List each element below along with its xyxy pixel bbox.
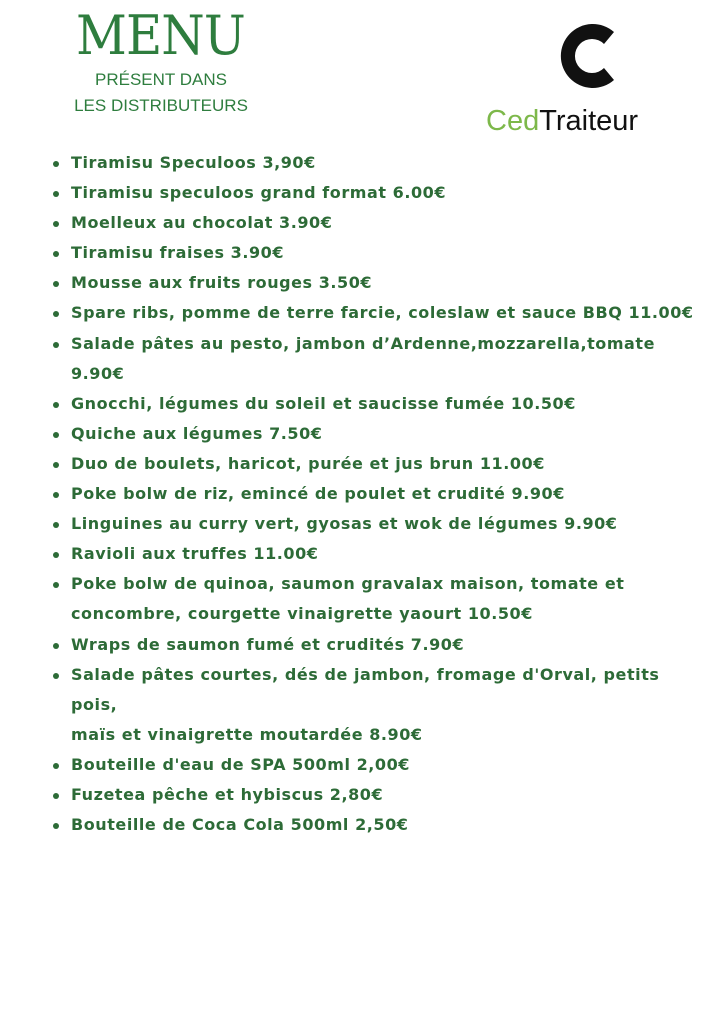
menu-item-text-continued: 9.90€ [71, 363, 125, 383]
menu-item [44, 750, 694, 780]
menu-item [44, 780, 694, 810]
menu-subtitle-line-2: LES DISTRIBUTEURS [74, 96, 248, 115]
bullet-icon [53, 643, 59, 649]
menu-item [44, 810, 694, 840]
menu-item-text: Quiche aux légumes 7.50€ [71, 423, 323, 443]
menu-item-text: Poke bolw de quinoa, saumon gravalax maison, tomate et [71, 574, 625, 594]
bullet-icon [53, 763, 59, 769]
menu-item [44, 148, 694, 178]
menu-item [44, 419, 694, 449]
menu-title: MENU [76, 4, 245, 67]
menu-items-list [44, 148, 694, 840]
brand-name-ced: Ced [486, 105, 540, 137]
bullet-icon [53, 522, 59, 528]
menu-item [44, 660, 694, 750]
menu-item [44, 630, 694, 660]
menu-item [44, 208, 694, 238]
menu-subtitle-line-1: PRÉSENT DANS [95, 70, 227, 89]
menu-item-text-continued: concombre, courgette vinaigrette yaourt 10.50€ [71, 604, 533, 624]
menu-item-text: Poke bolw de riz, emincé de poulet et crudité 9.90€ [71, 484, 565, 504]
menu-item [44, 298, 694, 328]
bullet-icon [53, 191, 59, 197]
bullet-icon [53, 432, 59, 438]
menu-item-text: Salade pâtes courtes, dés de jambon, fromage d'Orval, petits pois, [71, 664, 660, 714]
bullet-icon [53, 342, 59, 348]
menu-item-text: Mousse aux fruits rouges 3.50€ [71, 273, 373, 293]
menu-item [44, 509, 694, 539]
bullet-icon [53, 673, 59, 679]
menu-item [44, 238, 694, 268]
menu-item-text: Linguines au curry vert, gyosas et wok de légumes 9.90€ [71, 514, 618, 534]
menu-item-text-continued: maïs et vinaigrette moutardée 8.90€ [71, 724, 423, 744]
menu-item [44, 329, 694, 389]
menu-item-text: Wraps de saumon fumé et crudités 7.90€ [71, 634, 465, 654]
bullet-icon [53, 402, 59, 408]
bullet-icon [53, 311, 59, 317]
menu-item-text: Duo de boulets, haricot, purée et jus brun 11.00€ [71, 453, 545, 473]
bullet-icon [53, 221, 59, 227]
menu-item [44, 178, 694, 208]
brand-name-traiteur: Traiteur [539, 105, 639, 137]
menu-item [44, 268, 694, 298]
menu-item-text: Gnocchi, légumes du soleil et saucisse fumée 10.50€ [71, 393, 576, 413]
menu-item-text: Salade pâtes au pesto, jambon d’Ardenne,mozzarella,tomate [71, 333, 656, 353]
menu-item [44, 389, 694, 419]
bullet-icon [53, 161, 59, 167]
bullet-icon [53, 251, 59, 257]
bullet-icon [53, 492, 59, 498]
menu-item [44, 569, 694, 629]
menu-item-text: Spare ribs, pomme de terre farcie, coleslaw et sauce BBQ 11.00€ [71, 303, 694, 323]
menu-item-text: Bouteille d'eau de SPA 500ml 2,00€ [71, 754, 410, 774]
bullet-icon [53, 793, 59, 799]
menu-item [44, 449, 694, 479]
menu-item-text: Fuzetea pêche et hybiscus 2,80€ [71, 784, 384, 804]
c-logo-icon [548, 18, 620, 94]
bullet-icon [53, 823, 59, 829]
bullet-icon [53, 582, 59, 588]
brand-logo [486, 104, 638, 138]
menu-item-text: Moelleux au chocolat 3.90€ [71, 213, 333, 233]
bullet-icon [53, 462, 59, 468]
bullet-icon [53, 552, 59, 558]
menu-item-text: Tiramisu Speculoos 3,90€ [71, 153, 316, 172]
menu-item-text: Bouteille de Coca Cola 500ml 2,50€ [71, 815, 409, 835]
menu-item-text: Tiramisu fraises 3.90€ [71, 243, 285, 263]
menu-item-text: Tiramisu speculoos grand format 6.00€ [71, 183, 447, 203]
menu-item-text: Ravioli aux truffes 11.00€ [71, 544, 319, 564]
menu-item [44, 539, 694, 569]
bullet-icon [53, 281, 59, 287]
menu-item [44, 479, 694, 509]
